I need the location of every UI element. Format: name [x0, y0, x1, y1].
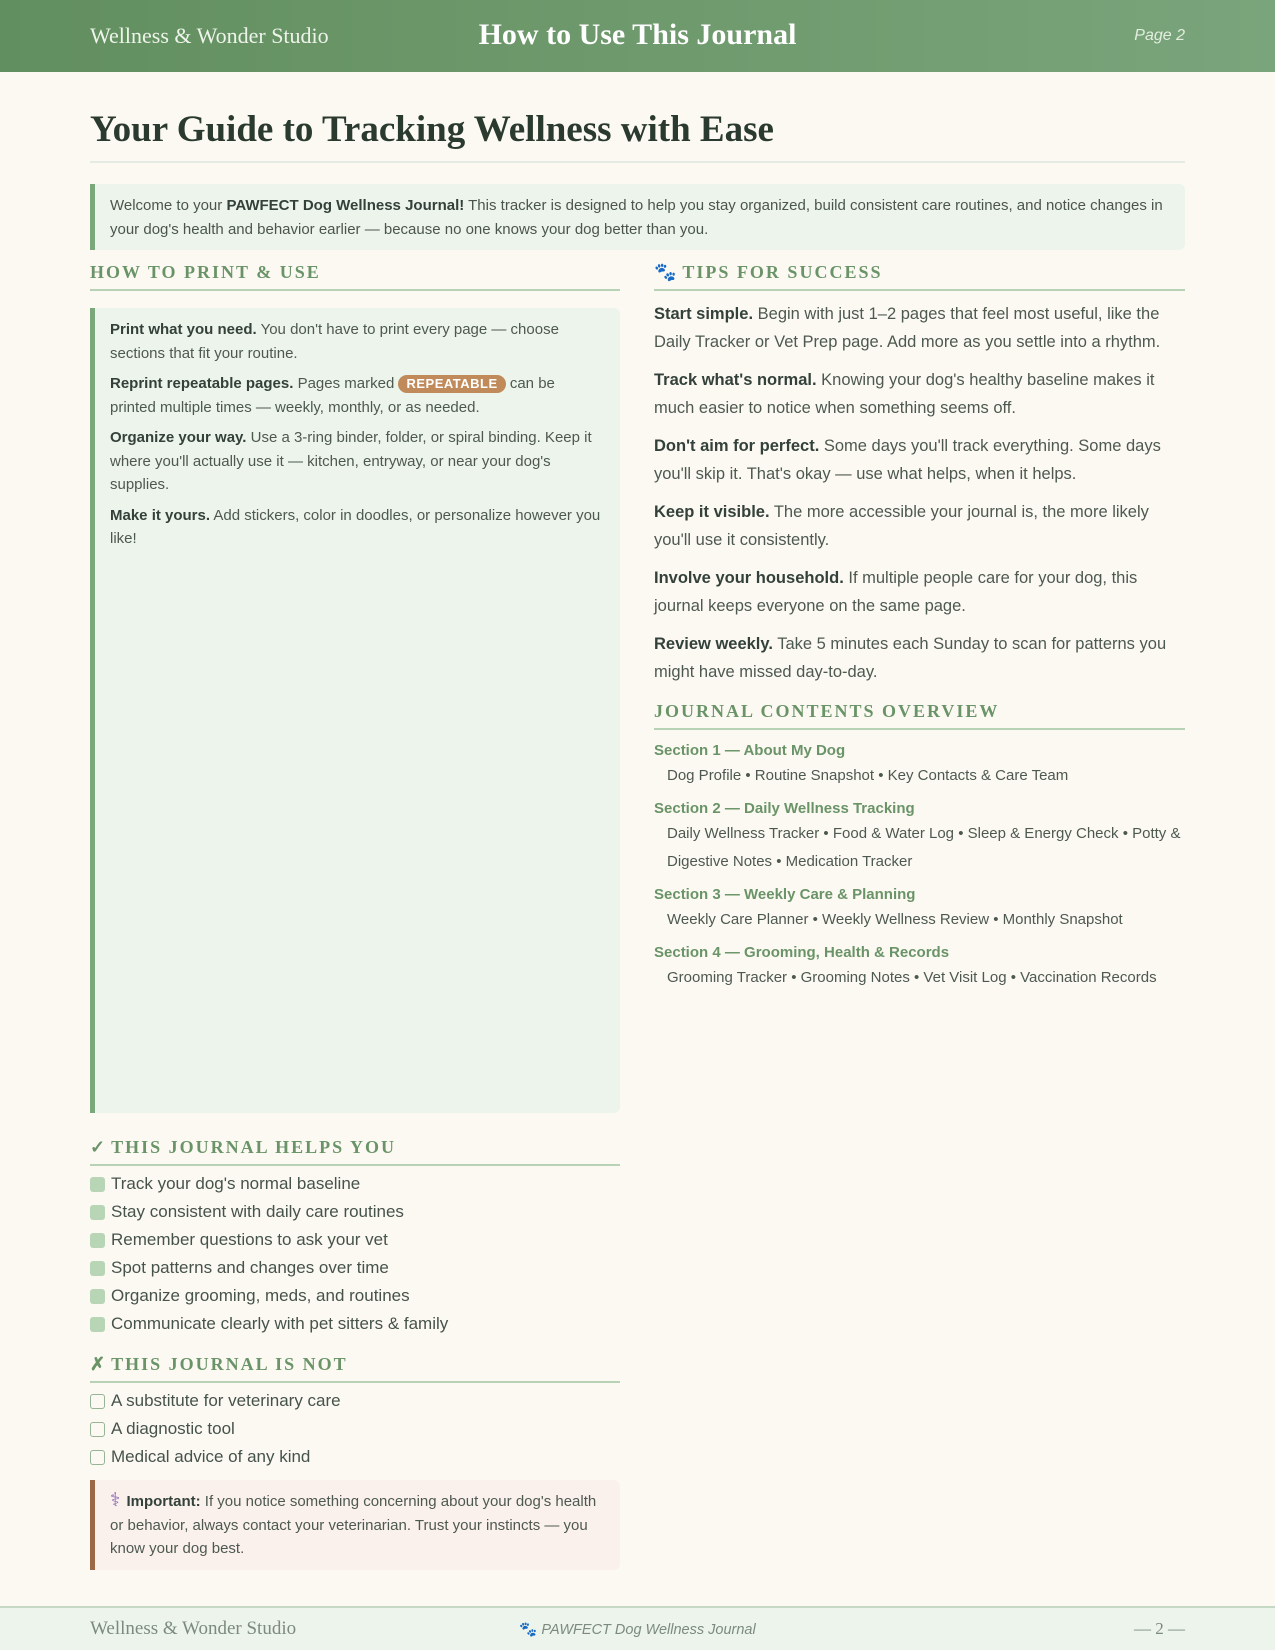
contents-section-heading: Section 1 — About My Dog — [654, 742, 846, 759]
print-section-title-text: HOW TO PRINT & USE — [90, 262, 321, 282]
tip-item-text: Some days you'll track everything. Some days you'll skip it. That's okay — use what helps, when it helps. — [654, 437, 1161, 483]
list-item — [90, 1282, 620, 1310]
contents-section-items: Daily Wellness Tracker • Food & Water Log • Sleep & Energy Check • Potty & Digestive Notes • Medication Tracker — [667, 825, 1181, 870]
tip-item — [654, 432, 1185, 488]
list-item — [90, 1387, 620, 1415]
caduceus-icon: ⚕ — [110, 1490, 121, 1511]
checkbox-empty-icon — [90, 1422, 105, 1437]
print-item-bold: Make it yours. — [110, 506, 211, 524]
tip-item — [654, 498, 1185, 554]
important-text: If you notice something concerning about your dog's health or behavior, always contact your veterinarian. Trust your instincts — you know your dog best. — [110, 1493, 597, 1557]
footer-journal-text: PAWFECT Dog Wellness Journal — [541, 1621, 756, 1638]
print-item-bold: Reprint repeatable pages. — [110, 375, 294, 392]
print-section-title — [90, 262, 620, 291]
tip-item-bold: Review weekly. — [654, 635, 773, 653]
list-item-text: Track your dog's normal baseline — [111, 1174, 361, 1193]
list-item-text: Medical advice of any kind — [111, 1447, 311, 1466]
list-item — [90, 1198, 620, 1226]
intro-prefix: Welcome to your — [110, 197, 227, 214]
print-item — [110, 504, 604, 551]
contents-overview — [654, 740, 1185, 1000]
print-item-text: Add stickers, color in doodles, or personalize however you like! — [110, 506, 601, 547]
list-item — [90, 1415, 620, 1443]
not-list — [90, 1387, 620, 1471]
checkbox-filled-icon — [90, 1289, 105, 1304]
cross-icon: ✗ — [90, 1354, 106, 1374]
list-item — [90, 1226, 620, 1254]
header-page-number: Page 2 — [1134, 27, 1185, 44]
tip-item — [654, 564, 1185, 620]
checkbox-filled-icon — [90, 1317, 105, 1332]
contents-section-heading: Section 2 — Daily Wellness Tracking — [654, 800, 915, 817]
checkbox-filled-icon — [90, 1233, 105, 1248]
checkbox-empty-icon — [90, 1450, 105, 1465]
tip-item-bold: Don't aim for perfect. — [654, 437, 820, 455]
print-item-text: can be printed multiple times — weekly, monthly, or as needed. — [110, 375, 555, 416]
checkbox-empty-icon — [90, 1394, 105, 1409]
tips-section-title — [654, 262, 1185, 291]
print-item — [110, 372, 604, 419]
list-item-text: Communicate clearly with pet sitters & family — [111, 1314, 449, 1333]
tip-item-bold: Involve your household. — [654, 569, 844, 587]
list-item — [90, 1254, 620, 1282]
print-item — [110, 318, 604, 365]
paw-icon: 🐾 — [654, 262, 677, 282]
paw-icon: 🐾 — [519, 1621, 538, 1638]
print-item-bold: Print what you need. — [110, 321, 257, 338]
print-item — [110, 426, 604, 497]
list-item-text: A substitute for veterinary care — [111, 1391, 341, 1410]
not-section-title — [90, 1354, 620, 1383]
important-label: Important: — [126, 1493, 201, 1510]
tip-item-bold: Start simple. — [654, 305, 754, 323]
print-item-text: Pages marked — [293, 375, 399, 392]
helps-section-title — [90, 1137, 620, 1166]
helps-list — [90, 1170, 620, 1338]
tip-item — [654, 630, 1185, 686]
list-item — [90, 1310, 620, 1338]
contents-section-items: Weekly Care Planner • Weekly Wellness Review • Monthly Snapshot — [667, 911, 1123, 928]
list-item — [90, 1170, 620, 1198]
checkbox-filled-icon — [90, 1177, 105, 1192]
tip-item — [654, 366, 1185, 422]
page-title: Your Guide to Tracking Wellness with Ease — [90, 108, 1185, 163]
intro-callout — [90, 184, 1185, 250]
header-title: How to Use This Journal — [478, 18, 797, 51]
list-item-text: Organize grooming, meds, and routines — [111, 1286, 410, 1305]
print-instructions-box — [90, 308, 620, 1113]
tips-section-title-text: TIPS FOR SUCCESS — [682, 262, 883, 282]
tip-item-bold: Track what's normal. — [654, 371, 817, 389]
contents-section-heading: Section 4 — Grooming, Health & Records — [654, 944, 950, 961]
footer-studio-name: Wellness & Wonder Studio — [90, 1618, 297, 1639]
tips-list — [654, 300, 1185, 696]
important-callout — [90, 1480, 620, 1570]
tip-item-text: Take 5 minutes each Sunday to scan for patterns you might have missed day-to-day. — [654, 635, 1167, 681]
tip-item-bold: Keep it visible. — [654, 503, 770, 521]
list-item-text: Stay consistent with daily care routines — [111, 1202, 404, 1221]
contents-section-title-text: JOURNAL CONTENTS OVERVIEW — [654, 701, 1000, 721]
list-item-text: Spot patterns and changes over time — [111, 1258, 389, 1277]
not-section-title-text: THIS JOURNAL IS NOT — [111, 1354, 348, 1374]
tip-item-text: If multiple people care for your dog, this journal keeps everyone on the same page. — [654, 569, 1138, 615]
tip-item-text: The more accessible your journal is, the more likely you'll use it consistently. — [654, 503, 1149, 549]
intro-brand: PAWFECT Dog Wellness Journal! — [226, 197, 465, 214]
footer-page-number: — 2 — — [1134, 1619, 1185, 1638]
page-header — [0, 0, 1275, 72]
page-footer — [0, 1606, 1275, 1650]
intro-text: This tracker is designed to help you stay organized, build consistent care routines, and notice changes in your dog's health and behavior earlier — because no one knows your dog better than you. — [110, 197, 1163, 238]
helps-section-title-text: THIS JOURNAL HELPS YOU — [111, 1137, 396, 1157]
contents-section-title — [654, 701, 1185, 730]
list-item-text: Remember questions to ask your vet — [111, 1230, 388, 1249]
print-item-bold: Organize your way. — [110, 429, 247, 446]
list-item-text: A diagnostic tool — [111, 1419, 235, 1438]
checkbox-filled-icon — [90, 1205, 105, 1220]
tip-item — [654, 300, 1185, 356]
tip-item-text: Begin with just 1–2 pages that feel most useful, like the Daily Tracker or Vet Prep page. Add more as you settle into a rhythm. — [654, 305, 1161, 351]
checkbox-filled-icon — [90, 1261, 105, 1276]
check-icon: ✓ — [90, 1137, 106, 1157]
footer-journal-name — [0, 1621, 1275, 1638]
header-studio-name: Wellness & Wonder Studio — [90, 23, 329, 48]
print-item-text: Use a 3-ring binder, folder, or spiral binding. Keep it where you'll actually use it — kitchen, entryway, or near your dog's supplies. — [110, 429, 592, 493]
contents-section-items: Dog Profile • Routine Snapshot • Key Contacts & Care Team — [667, 767, 1069, 784]
tip-item-text: Knowing your dog's healthy baseline makes it much easier to notice when something seems off. — [654, 371, 1155, 417]
contents-section-heading: Section 3 — Weekly Care & Planning — [654, 886, 916, 903]
list-item — [90, 1443, 620, 1471]
print-item-text: You don't have to print every page — choose sections that fit your routine. — [110, 321, 559, 362]
repeatable-badge: REPEATABLE — [398, 375, 505, 393]
contents-section-items: Grooming Tracker • Grooming Notes • Vet Visit Log • Vaccination Records — [667, 969, 1157, 986]
